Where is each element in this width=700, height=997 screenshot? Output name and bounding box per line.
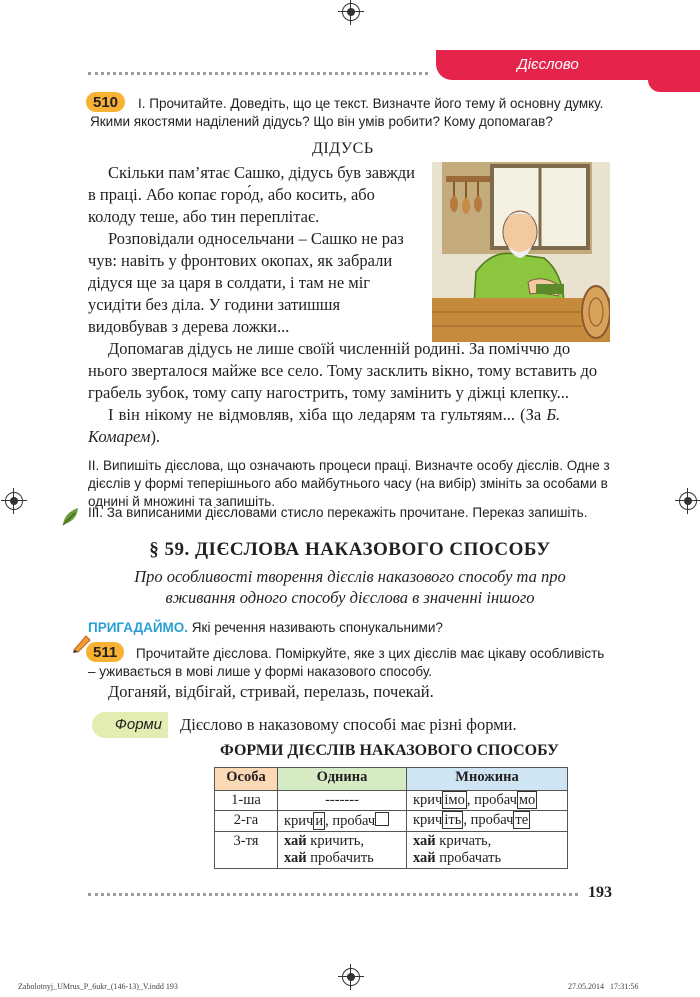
table-cell-person: 1-ша <box>215 791 278 811</box>
table-cell-plural: крич іть , пробач те <box>407 811 568 832</box>
story-title: ДІДУСЬ <box>312 140 374 157</box>
story-paragraph-4: І він нікому не відмовляв, хіба що ледарям та гультяям... <box>108 405 515 424</box>
recall-question: Які речення називають спонукальними? <box>191 620 443 635</box>
forms-table-title: ФОРМИ ДІЄСЛІВ НАКАЗОВОГО СПОСОБУ <box>220 742 559 759</box>
section-tab-label: Дієслово <box>517 56 579 73</box>
registration-mark-top <box>342 3 360 21</box>
table-cell-plural: крич імо , пробач мо <box>407 791 568 811</box>
forms-label-badge <box>92 712 168 738</box>
table-header-singular: Однина <box>278 768 407 791</box>
section-tab <box>436 50 660 80</box>
print-file-name: Zabolotnyj_UMrus_P_6ukr_(146-13)_V.indd 193 <box>18 982 178 991</box>
section-heading: § 59. ДІЄСЛОВА НАКАЗОВОГО СПОСОБУ <box>149 539 551 560</box>
table-cell-singular: хай кричить, хай пробачить <box>278 832 407 869</box>
forms-sentence: Дієслово в наказовому способі має різні форми. <box>180 715 517 734</box>
story-source-open: (За <box>520 405 547 424</box>
exercise-510-task-1: І. Прочитайте. Доведіть, що це текст. Визначте його тему й основну думку. Якими якостями наділений дідусь? Що він умів робити? Кому допомагав? <box>90 96 604 129</box>
story-paragraph-3: Допомагав дідусь не лише своїй численній родині. За поміччю до нього зверталося майже все село. Тому засклить вікно, тому вставить до грабель зубок, тому сапу нагострить, тому замінить у діжці клепку... <box>88 339 598 402</box>
forms-label: Форми <box>114 716 162 733</box>
exercise-510-task-2: ІІ. Випишіть дієслова, що означають процеси праці. Визначте особу дієслів. Одне з дієслів у формі теперішнього або майбутнього часу (на вибір) змініть за особами в однині й множині та запишіть. <box>88 458 610 509</box>
grandfather-woodworking-illustration <box>432 162 610 342</box>
story-paragraph-1: Скільки пам’ятає Сашко, дідусь був завжди в праці. Або копає горо́д, або косить, або колоду теше, або тин переплітає. <box>88 163 415 226</box>
table-cell-person: 2-га <box>215 811 278 832</box>
section-subtitle: Про особливості творення дієслів наказового способу та про вживання одного способу дієслова в значенні іншого <box>134 567 566 607</box>
table-cell-singular: ------- <box>278 791 407 811</box>
story-paragraph-2: Розповідали односельчани – Сашко не раз чув: навіть у фронтових окопах, як забрали дідуся ще за царя в солдати, і там не міг усидіти без діла. У години затишшя видовбував з дерева ложки... <box>88 229 404 336</box>
story-source-author: Б. Комарем <box>88 405 561 446</box>
exercise-511-words: Доганяй, відбігай, стривай, перелазь, почекай. <box>108 682 434 701</box>
page-number: 193 <box>588 884 612 901</box>
table-header-person: Особа <box>215 768 278 791</box>
header-dotted-rule <box>88 72 428 75</box>
exercise-511-task: Прочитайте дієслова. Поміркуйте, яке з цих дієслів має цікаву особливість – уживається в мові лише у формі наказового способу. <box>88 646 605 679</box>
table-row <box>215 832 568 869</box>
registration-mark-bottom <box>342 968 360 986</box>
recall-label: ПРИГАДАЙМО. <box>88 620 189 635</box>
registration-mark-right <box>679 492 697 510</box>
footer-dotted-rule <box>88 893 578 896</box>
exercise-510-task-3: ІІІ. За виписаними дієсловами стисло перекажіть прочитане. Переказ запишіть. <box>88 505 588 520</box>
table-header-plural: Множина <box>407 768 568 791</box>
table-row <box>215 791 568 811</box>
print-timestamp: 27.05.2014 17:31:56 <box>568 982 639 991</box>
exercise-511-badge: 511 <box>86 642 124 662</box>
table-cell-plural: хай кричать, хай пробачать <box>407 832 568 869</box>
table-cell-singular: крич и , пробач <box>278 811 407 832</box>
forms-table <box>214 767 568 869</box>
story-source-close: ). <box>150 427 161 446</box>
registration-mark-left <box>5 492 23 510</box>
exercise-510-badge: 510 <box>86 92 125 112</box>
leaf-icon <box>60 504 84 528</box>
table-row <box>215 811 568 832</box>
table-cell-person: 3-тя <box>215 832 278 869</box>
